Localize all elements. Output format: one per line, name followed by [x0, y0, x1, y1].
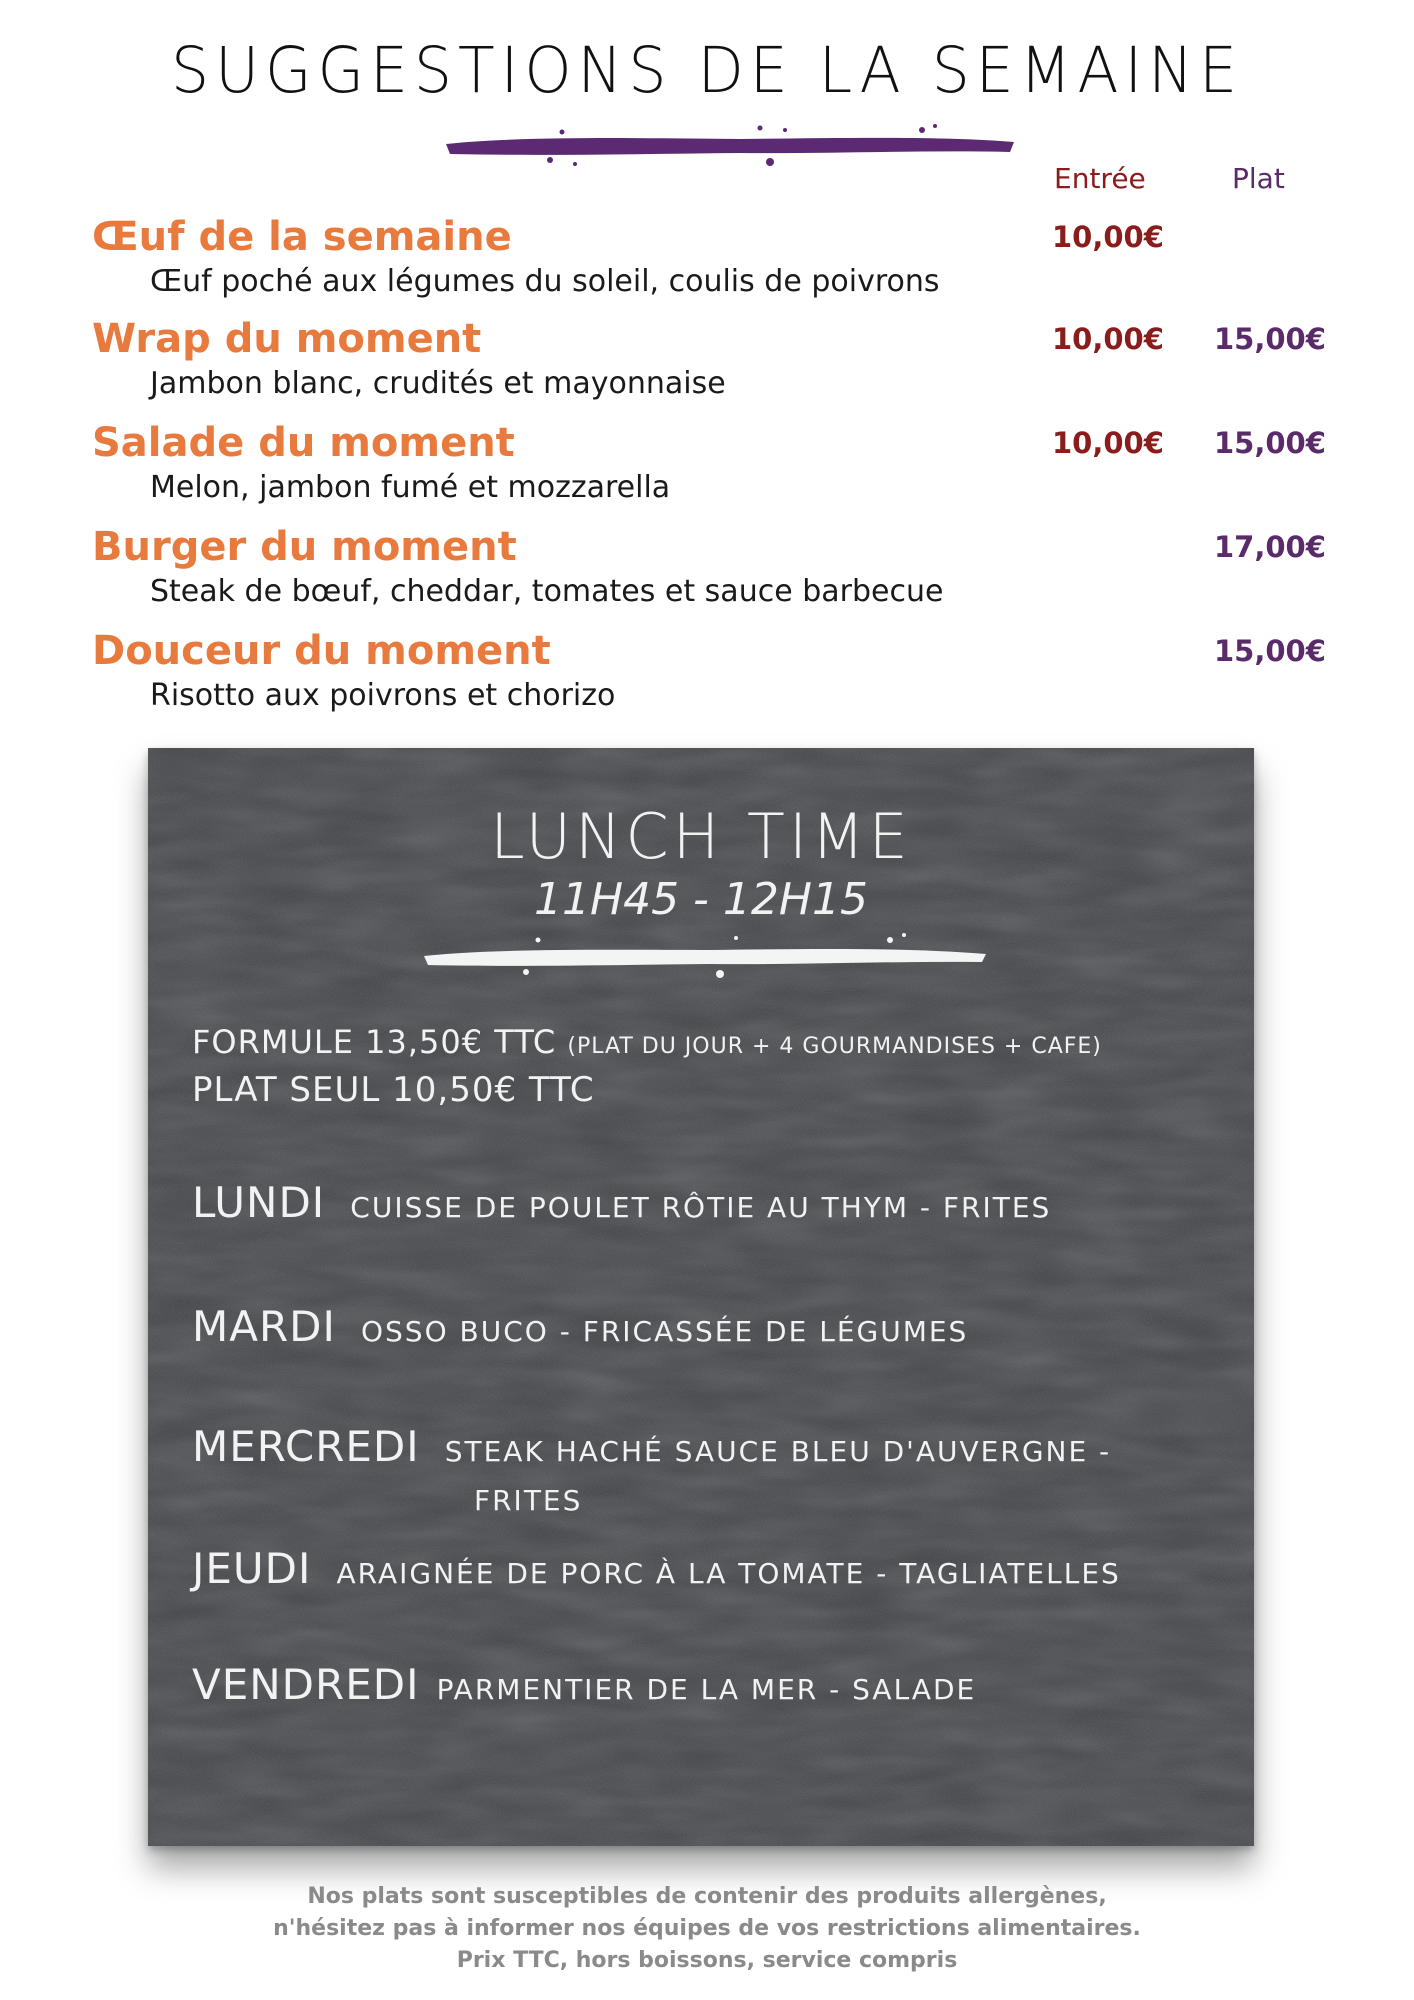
- price-notice: Prix TTC, hors boissons, service compris: [456, 1948, 958, 1973]
- plat-price: 17,00€: [1214, 530, 1326, 564]
- slate-board: [148, 748, 1254, 1846]
- entree-price: 10,00€: [1052, 220, 1164, 254]
- formule-label: FORMULE 13,50€ TTC: [192, 1023, 557, 1061]
- entree-price: 10,00€: [1052, 322, 1164, 356]
- dish-description: Œuf poché aux légumes du soleil, coulis de poivrons: [150, 264, 940, 299]
- page-title: SUGGESTIONS DE LA SEMAINE: [170, 34, 1243, 108]
- day-row: [192, 1422, 1111, 1471]
- column-header-plat: Plat: [1232, 162, 1285, 195]
- dish-description: Risotto aux poivrons et chorizo: [150, 678, 616, 713]
- allergen-notice: Nos plats sont susceptibles de contenir des produits allergènes,: [307, 1884, 1107, 1909]
- day-row: [192, 1660, 976, 1709]
- chalk-brush-stroke: [420, 930, 990, 980]
- day-meal: CUISSE DE POULET RÔTIE AU THYM - FRITES: [350, 1191, 1052, 1224]
- dish-description: Jambon blanc, crudités et mayonnaise: [150, 366, 726, 401]
- day-row: [192, 1544, 1121, 1593]
- day-meal: OSSO BUCO - FRICASSÉE DE LÉGUMES: [360, 1315, 969, 1348]
- day-name: MERCREDI: [192, 1422, 420, 1471]
- plat-price: 15,00€: [1214, 426, 1326, 460]
- day-meal: ARAIGNÉE DE PORC À LA TOMATE - TAGLIATELLES: [336, 1557, 1121, 1590]
- column-header-entree: Entrée: [1054, 162, 1146, 195]
- dish-description: Melon, jambon fumé et mozzarella: [150, 470, 671, 505]
- lunch-time-title: LUNCH TIME: [490, 800, 912, 873]
- formule-price: [192, 1023, 1102, 1061]
- day-meal: STEAK HACHÉ SAUCE BLEU D'AUVERGNE -: [444, 1435, 1112, 1468]
- formule-detail: (PLAT DU JOUR + 4 GOURMANDISES + CAFE): [567, 1034, 1102, 1059]
- dish-name: Wrap du moment: [92, 316, 482, 362]
- lunch-hours: 11H45 - 12H15: [534, 874, 868, 925]
- dish-name: Burger du moment: [92, 524, 517, 570]
- plat-price: 15,00€: [1214, 322, 1326, 356]
- dish-description: Steak de bœuf, cheddar, tomates et sauce barbecue: [150, 574, 944, 609]
- day-meal: PARMENTIER DE LA MER - SALADE: [436, 1673, 977, 1706]
- day-name: JEUDI: [192, 1544, 312, 1593]
- dish-name: Douceur du moment: [92, 628, 551, 674]
- day-meal-continued: FRITES: [474, 1484, 583, 1517]
- dish-name: Salade du moment: [92, 420, 515, 466]
- title-brush-stroke: [440, 122, 1020, 170]
- day-name: VENDREDI: [192, 1660, 420, 1709]
- plat-price: 15,00€: [1214, 634, 1326, 668]
- day-name: LUNDI: [192, 1178, 326, 1227]
- allergen-notice-2: n'hésitez pas à informer nos équipes de vos restrictions alimentaires.: [273, 1916, 1141, 1941]
- day-name: MARDI: [192, 1302, 336, 1351]
- dish-name: Œuf de la semaine: [92, 214, 512, 260]
- day-row: [192, 1302, 968, 1351]
- plat-seul-price: PLAT SEUL 10,50€ TTC: [192, 1070, 595, 1110]
- entree-price: 10,00€: [1052, 426, 1164, 460]
- day-row: [192, 1178, 1051, 1227]
